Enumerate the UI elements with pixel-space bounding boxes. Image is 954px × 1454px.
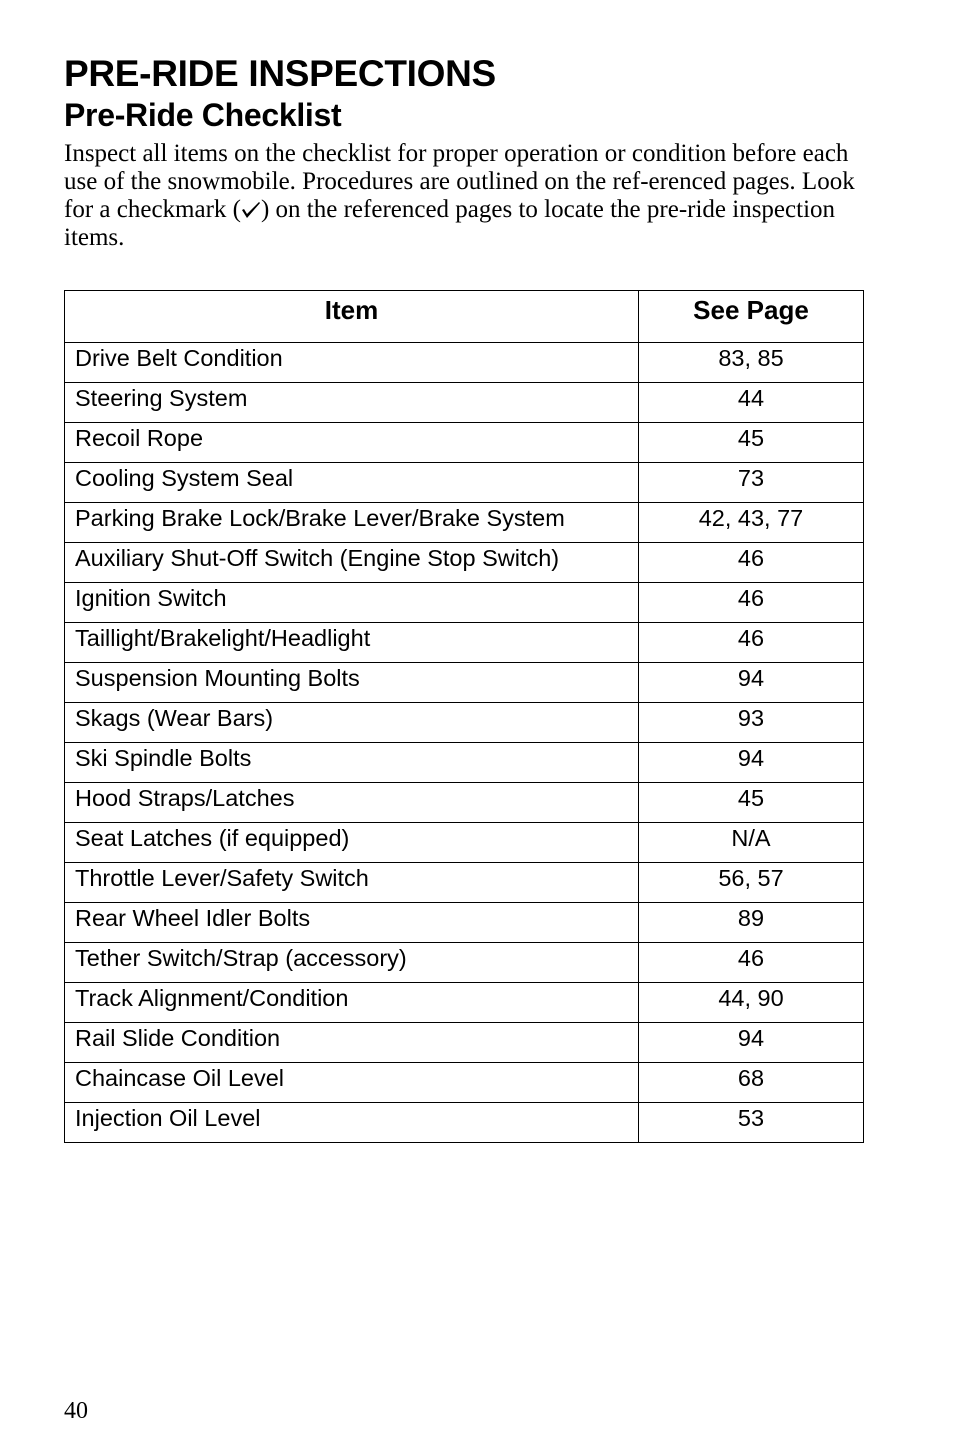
page-content <box>64 52 864 1131</box>
table-row <box>65 543 864 583</box>
checklist-page-reference: 45 <box>639 423 864 463</box>
table-row <box>65 863 864 903</box>
table-row <box>65 383 864 423</box>
table-row <box>65 1103 864 1143</box>
checklist-item: Throttle Lever/Safety Switch <box>65 863 639 903</box>
checklist-page-reference: 89 <box>639 903 864 943</box>
checklist-page-reference: 44, 90 <box>639 983 864 1023</box>
column-header-item: Item <box>65 291 639 343</box>
checklist-item: Taillight/Brakelight/Headlight <box>65 623 639 663</box>
table-row <box>65 463 864 503</box>
checklist-page-reference: 46 <box>639 943 864 983</box>
checklist-page-reference: 73 <box>639 463 864 503</box>
checklist-item: Cooling System Seal <box>65 463 639 503</box>
column-header-see-page: See Page <box>639 291 864 343</box>
table-body <box>65 343 864 1143</box>
checklist-page-reference: 56, 57 <box>639 863 864 903</box>
page-number: 40 <box>64 1398 88 1424</box>
checklist-page-reference: 46 <box>639 543 864 583</box>
table-row <box>65 943 864 983</box>
checklist-page-reference: 44 <box>639 383 864 423</box>
table-row <box>65 743 864 783</box>
checklist-item: Auxiliary Shut-Off Switch (Engine Stop Switch) <box>65 543 639 583</box>
checklist-item: Seat Latches (if equipped) <box>65 823 639 863</box>
table-row <box>65 503 864 543</box>
table-row <box>65 1063 864 1103</box>
checklist-page-reference: 46 <box>639 623 864 663</box>
checklist-page-reference: 46 <box>639 583 864 623</box>
table-header-row <box>65 291 864 343</box>
checklist-item: Recoil Rope <box>65 423 639 463</box>
table-row <box>65 623 864 663</box>
checklist-page-reference: N/A <box>639 823 864 863</box>
page-title: PRE-RIDE INSPECTIONS <box>64 53 496 94</box>
checklist-item: Rail Slide Condition <box>65 1023 639 1063</box>
checklist-item: Tether Switch/Strap (accessory) <box>65 943 639 983</box>
table-row <box>65 903 864 943</box>
checklist-item: Steering System <box>65 383 639 423</box>
table-row <box>65 663 864 703</box>
table-row <box>65 823 864 863</box>
table-row <box>65 343 864 383</box>
intro-text-end: ) on the referenced pages to locate the pre-ride inspection items. <box>64 196 836 251</box>
table-row <box>65 1023 864 1063</box>
checklist-page-reference: 94 <box>639 1023 864 1063</box>
checklist-page-reference: 83, 85 <box>639 343 864 383</box>
table-row <box>65 983 864 1023</box>
intro-text-start: Inspect all items on the checklist for proper operation or condition before each use of the snowmobile. Procedures are outlined on the ref-erenced pages. Look for a checkmark ( <box>64 140 855 223</box>
checklist-item: Skags (Wear Bars) <box>65 703 639 743</box>
checklist-item: Parking Brake Lock/Brake Lever/Brake System <box>65 503 639 543</box>
checklist-item: Chaincase Oil Level <box>65 1063 639 1103</box>
checklist-item: Injection Oil Level <box>65 1103 639 1143</box>
page-subtitle: Pre-Ride Checklist <box>64 97 342 133</box>
checklist-page-reference: 53 <box>639 1103 864 1143</box>
table-row <box>65 703 864 743</box>
checklist-item: Rear Wheel Idler Bolts <box>65 903 639 943</box>
pre-ride-checklist-table <box>64 290 864 1143</box>
table-row <box>65 583 864 623</box>
table-row <box>65 423 864 463</box>
checklist-item: Suspension Mounting Bolts <box>65 663 639 703</box>
intro-paragraph <box>64 140 864 252</box>
checklist-page-reference: 42, 43, 77 <box>639 503 864 543</box>
checkmark-icon <box>241 198 261 216</box>
checklist-page-reference: 93 <box>639 703 864 743</box>
checklist-item: Ski Spindle Bolts <box>65 743 639 783</box>
checklist-item: Drive Belt Condition <box>65 343 639 383</box>
checklist-page-reference: 68 <box>639 1063 864 1103</box>
checklist-item: Hood Straps/Latches <box>65 783 639 823</box>
checklist-item: Track Alignment/Condition <box>65 983 639 1023</box>
table-row <box>65 783 864 823</box>
checklist-page-reference: 94 <box>639 663 864 703</box>
checklist-item: Ignition Switch <box>65 583 639 623</box>
checklist-page-reference: 45 <box>639 783 864 823</box>
checklist-page-reference: 94 <box>639 743 864 783</box>
